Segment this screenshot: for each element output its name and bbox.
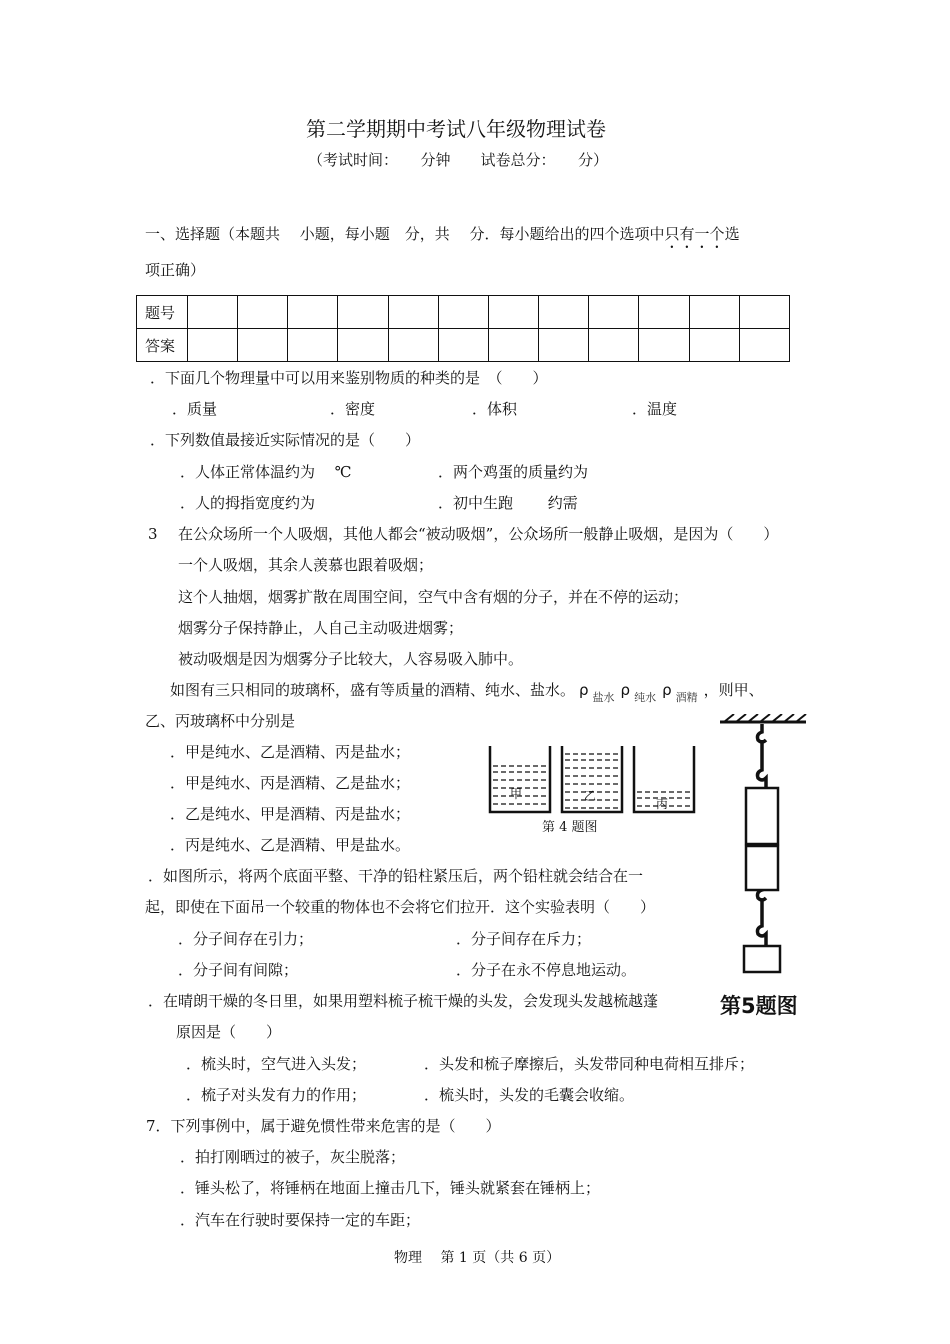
q6-stem-line2: 原因是（ ） <box>176 1023 282 1041</box>
q4-option-a: ．甲是纯水、乙是酒精、丙是盐水； <box>170 743 411 761</box>
rho-symbol: ρ <box>620 681 631 699</box>
exam-info: （考试时间： 分钟 试卷总分： 分） <box>308 151 609 169</box>
q7-option-a: ．拍打刚晒过的被子，灰尘脱落； <box>180 1148 406 1166</box>
q4-option-c: ．乙是纯水、甲是酒精、丙是盐水； <box>170 805 411 823</box>
q6-option-c: ．梳子对头发有力的作用； <box>186 1086 367 1104</box>
table-cell <box>488 329 538 362</box>
table-cell <box>689 329 739 362</box>
q6-option-b: ．头发和梳子摩擦后，头发带同种电荷相互排斥； <box>424 1055 755 1073</box>
rho-sub-alcohol: 酒精 <box>675 691 698 704</box>
q2-option-d: ．初中生跑 约需 <box>438 494 578 512</box>
q6-stem: ．在晴朗干燥的冬日里，如果用塑料梳子梳干燥的头发，会发现头发越梳越蓬 <box>148 992 659 1010</box>
q1-stem: ．下面几个物理量中可以用来鉴别物质的种类的是 （ ） <box>150 369 548 387</box>
rho-sub-salt: 盐水 <box>592 691 615 704</box>
q1-option-c: ．体积 <box>472 400 518 418</box>
table-cell <box>238 329 288 362</box>
page-title: 第二学期期中考试八年级物理试卷 <box>306 117 606 141</box>
fig4-caption: 第 4 题图 <box>542 820 598 835</box>
q3-option-b: 这个人抽烟，烟雾扩散在周围空间，空气中含有烟的分子，并在不停的运动； <box>178 588 689 606</box>
table-cell <box>288 329 338 362</box>
lead-cylinder-bottom <box>746 846 778 890</box>
q4-option-b: ．甲是纯水、丙是酒精、乙是盐水； <box>170 774 411 792</box>
emphasis-text: 只有一个 <box>664 225 725 243</box>
three-cups-figure <box>486 740 696 820</box>
table-row <box>137 296 790 329</box>
table-cell <box>388 296 438 329</box>
q5-stem: ．如图所示，将两个底面平整、干净的铅柱紧压后，两个铅柱就会结合在一 <box>148 867 644 885</box>
table-cell <box>188 296 238 329</box>
table-cell <box>539 296 589 329</box>
q5-stem-line2: 起，即使在下面吊一个较重的物体也不会将它们拉开．这个实验表明（ ） <box>145 898 656 916</box>
q4-stem-line2: 乙、丙玻璃杯中分别是 <box>145 712 296 730</box>
q3-stem: 在公众场所一个人吸烟，其他人都会“被动吸烟”，公众场所一般静止吸烟，是因为（ ） <box>178 525 779 543</box>
table-cell <box>589 296 639 329</box>
row-label-number: 题号 <box>137 296 188 329</box>
table-cell <box>589 329 639 362</box>
q3-option-a: 一个人吸烟，其余人羡慕也跟着吸烟； <box>178 556 434 574</box>
q7-option-b: ．锤头松了，将锤柄在地面上撞击几下，锤头就紧套在锤柄上； <box>180 1179 601 1197</box>
table-cell <box>488 296 538 329</box>
table-cell <box>288 296 338 329</box>
section-heading-part2: 选 <box>724 225 740 243</box>
table-cell <box>539 329 589 362</box>
q2-option-b: ．两个鸡蛋的质量约为 <box>438 463 589 481</box>
cup-label-yi: 乙 <box>584 789 597 803</box>
fig5-caption: 第5题图 <box>720 994 798 1018</box>
q5-option-c: ．分子间有间隙； <box>178 961 299 979</box>
table-cell <box>739 296 789 329</box>
rho-symbol: ρ <box>579 681 589 699</box>
q1-option-b: ．密度 <box>330 400 376 418</box>
cup-label-jia: 甲 <box>510 787 523 801</box>
q2-option-c: ．人的拇指宽度约为 <box>180 494 316 512</box>
table-cell <box>338 296 388 329</box>
rho-sub-water: 纯水 <box>634 691 657 704</box>
section-heading-line2: 项正确） <box>145 261 206 279</box>
table-cell <box>639 296 689 329</box>
table-cell <box>639 329 689 362</box>
table-cell <box>438 296 488 329</box>
q7-stem: 7．下列事例中，属于避免惯性带来危害的是（ ） <box>146 1117 501 1135</box>
q1-option-d: ．温度 <box>632 400 678 418</box>
q3-number: 3 <box>148 525 158 543</box>
q2-option-a: ．人体正常体温约为 ℃ <box>180 463 352 481</box>
table-cell <box>338 329 388 362</box>
q5-option-d: ．分子在永不停息地运动。 <box>456 961 637 979</box>
table-cell <box>188 329 238 362</box>
q6-option-a: ．梳头时，空气进入头发； <box>186 1055 367 1073</box>
cup-jia <box>490 746 550 812</box>
lead-cylinders-figure <box>716 714 810 998</box>
answer-table <box>136 295 790 362</box>
section-heading-part1: 一、选择题（本题共 小题，每小题 分，共 分．每小题给出的四个选项中 <box>145 225 665 243</box>
table-cell <box>238 296 288 329</box>
q2-stem: ．下列数值最接近实际情况的是（ ） <box>150 431 421 449</box>
q1-option-a: ．质量 <box>172 400 218 418</box>
section-heading <box>145 224 740 252</box>
table-row <box>137 329 790 362</box>
q7-option-c: ．汽车在行驶时要保持一定的车距； <box>180 1211 421 1229</box>
row-label-answer: 答案 <box>137 329 188 362</box>
table-cell <box>388 329 438 362</box>
q4-stem <box>170 680 764 708</box>
q3-option-c: 烟雾分子保持静止，人自己主动吸进烟雾； <box>178 619 464 637</box>
page-footer: 物理 第 1 页（共 6 页） <box>394 1250 561 1266</box>
table-cell <box>689 296 739 329</box>
q5-option-a: ．分子间存在引力； <box>178 930 314 948</box>
cup-label-bing: 丙 <box>656 797 669 811</box>
table-cell <box>438 329 488 362</box>
lead-cylinder-top <box>746 788 778 844</box>
q6-option-d: ．梳头时，头发的毛囊会收缩。 <box>424 1086 635 1104</box>
q4-stem-text: 如图有三只相同的玻璃杯，盛有等质量的酒精、纯水、盐水。 <box>170 681 576 699</box>
q4-option-d: ．丙是纯水、乙是酒精、甲是盐水。 <box>170 836 411 854</box>
table-cell <box>739 329 789 362</box>
hanging-weight <box>744 946 780 972</box>
q5-option-b: ．分子间存在斥力； <box>456 930 592 948</box>
q3-option-d: 被动吸烟是因为烟雾分子比较大，人容易吸入肺中。 <box>178 650 524 668</box>
q4-stem-tail: ，则甲、 <box>703 681 764 699</box>
rho-symbol: ρ <box>662 681 672 699</box>
